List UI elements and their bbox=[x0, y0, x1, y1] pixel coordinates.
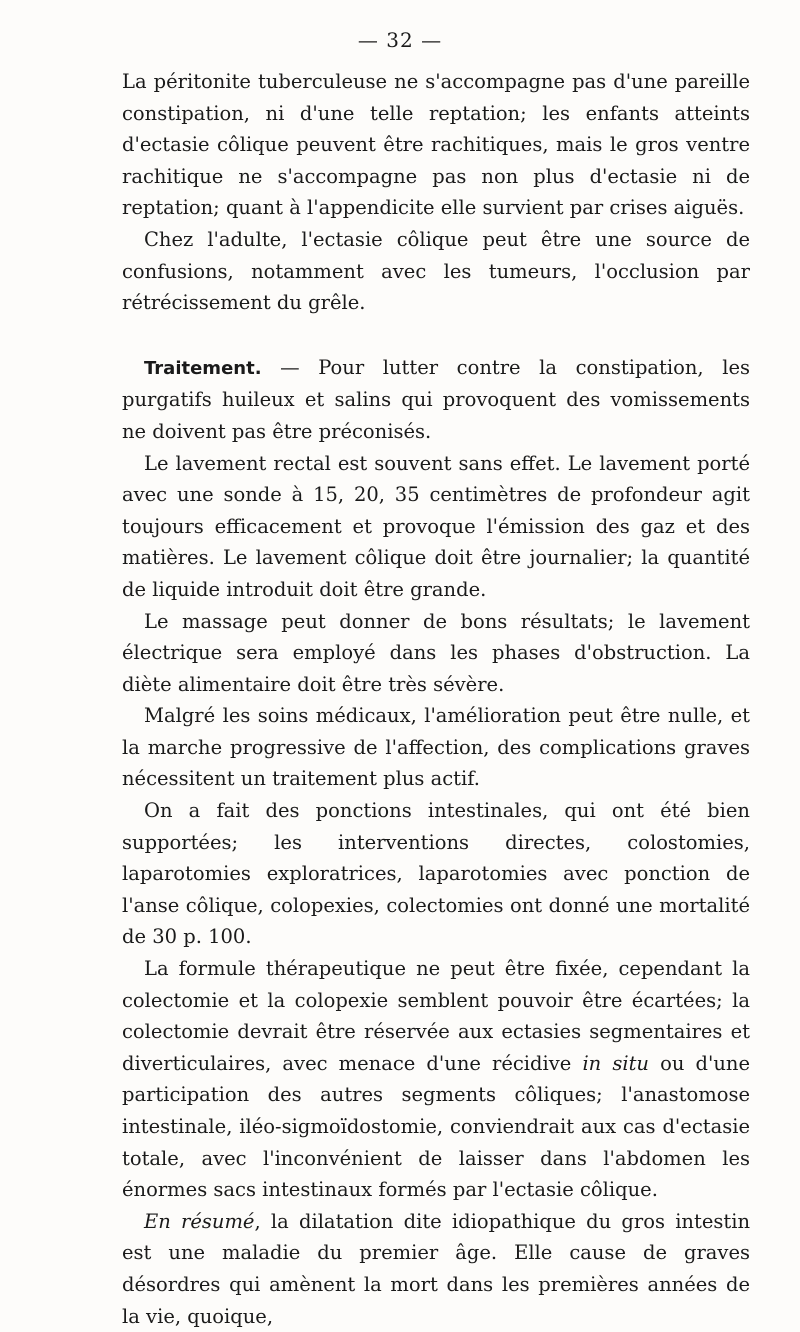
section-gap bbox=[122, 319, 750, 352]
page-body bbox=[122, 66, 750, 1332]
paragraph-formula-part-1: La formule thérapeutique ne peut être fixée, cependant la colectomie et la colopexie semblent pouvoir être écartées; la colectomie devrait être réservée aux ectasies segmentaires et diverticulaires, avec menace d'une récidive bbox=[122, 957, 750, 1075]
paragraph-formula-part-2: ou d'une participation des autres segments côliques; l'anastomose intestinale, iléo-sigmoïdostomie, conviendrait aux cas d'ectasie totale, avec l'inconvénient de laisser dans l'abdomen les énormes sacs intestinaux formés par l'ectasie côlique. bbox=[122, 1051, 750, 1202]
italic-in-situ: in situ bbox=[582, 1051, 649, 1075]
paragraph-rectal-enema: Le lavement rectal est souvent sans effet. Le lavement porté avec une sonde à 15, 20, 35 centimètres de profondeur agit toujours efficacement et provoque l'émission des gaz et des matières. Le lavement côlique doit être journalier; la quantité de liquide introduit doit être grande. bbox=[122, 451, 750, 601]
paragraph-summary-text: , la dilatation dite idiopathique du gros intestin est une maladie du premier âge. Elle cause de graves désordres qui amènent la mort dans les premières années de la vie, quoique, bbox=[122, 1209, 751, 1328]
section-heading-traitement: Traitement. bbox=[144, 357, 262, 379]
paragraph-treatment bbox=[122, 352, 750, 448]
page-number: — 32 — bbox=[357, 28, 443, 52]
paragraph-adult: Chez l'adulte, l'ectasie côlique peut être une source de confusions, notamment avec les tumeurs, l'occlusion par rétrécissement du grêle. bbox=[122, 227, 750, 315]
paragraph-massage: Le massage peut donner de bons résultats; le lavement électrique sera employé dans les phases d'obstruction. La diète alimentaire doit être très sévère. bbox=[122, 609, 750, 696]
italic-en-resume: En résumé bbox=[144, 1209, 255, 1233]
paragraph-summary bbox=[122, 1206, 750, 1332]
paragraph-medical-care: Malgré les soins médicaux, l'amélioration peut être nulle, et la marche progressive de l'affection, des complications graves nécessitent un traitement plus actif. bbox=[122, 704, 750, 791]
paragraph-tuberculous-peritonitis: La péritonite tuberculeuse ne s'accompagne pas d'une pareille constipation, ni d'une telle reptation; les enfants atteints d'ectasie côlique peuvent être rachitiques, mais le gros ventre rachitique ne s'accompagne pas non plus d'ectasie ni de reptation; quant à l'appendicite elle survient par crises aiguës. bbox=[122, 70, 750, 220]
paragraph-interventions: On a fait des ponctions intestinales, qui ont été bien supportées; les interventions directes, colostomies, laparotomies exploratrices, laparotomies avec ponction de l'anse côlique, colopexies, colectomies ont donné une mortalité de 30 p. 100. bbox=[122, 799, 750, 949]
paragraph-therapeutic-formula bbox=[122, 953, 750, 1206]
paragraph-treatment-text: — Pour lutter contre la constipation, les purgatifs huileux et salins qui provoquent des vomissements ne doivent pas être préconisés. bbox=[122, 355, 750, 443]
